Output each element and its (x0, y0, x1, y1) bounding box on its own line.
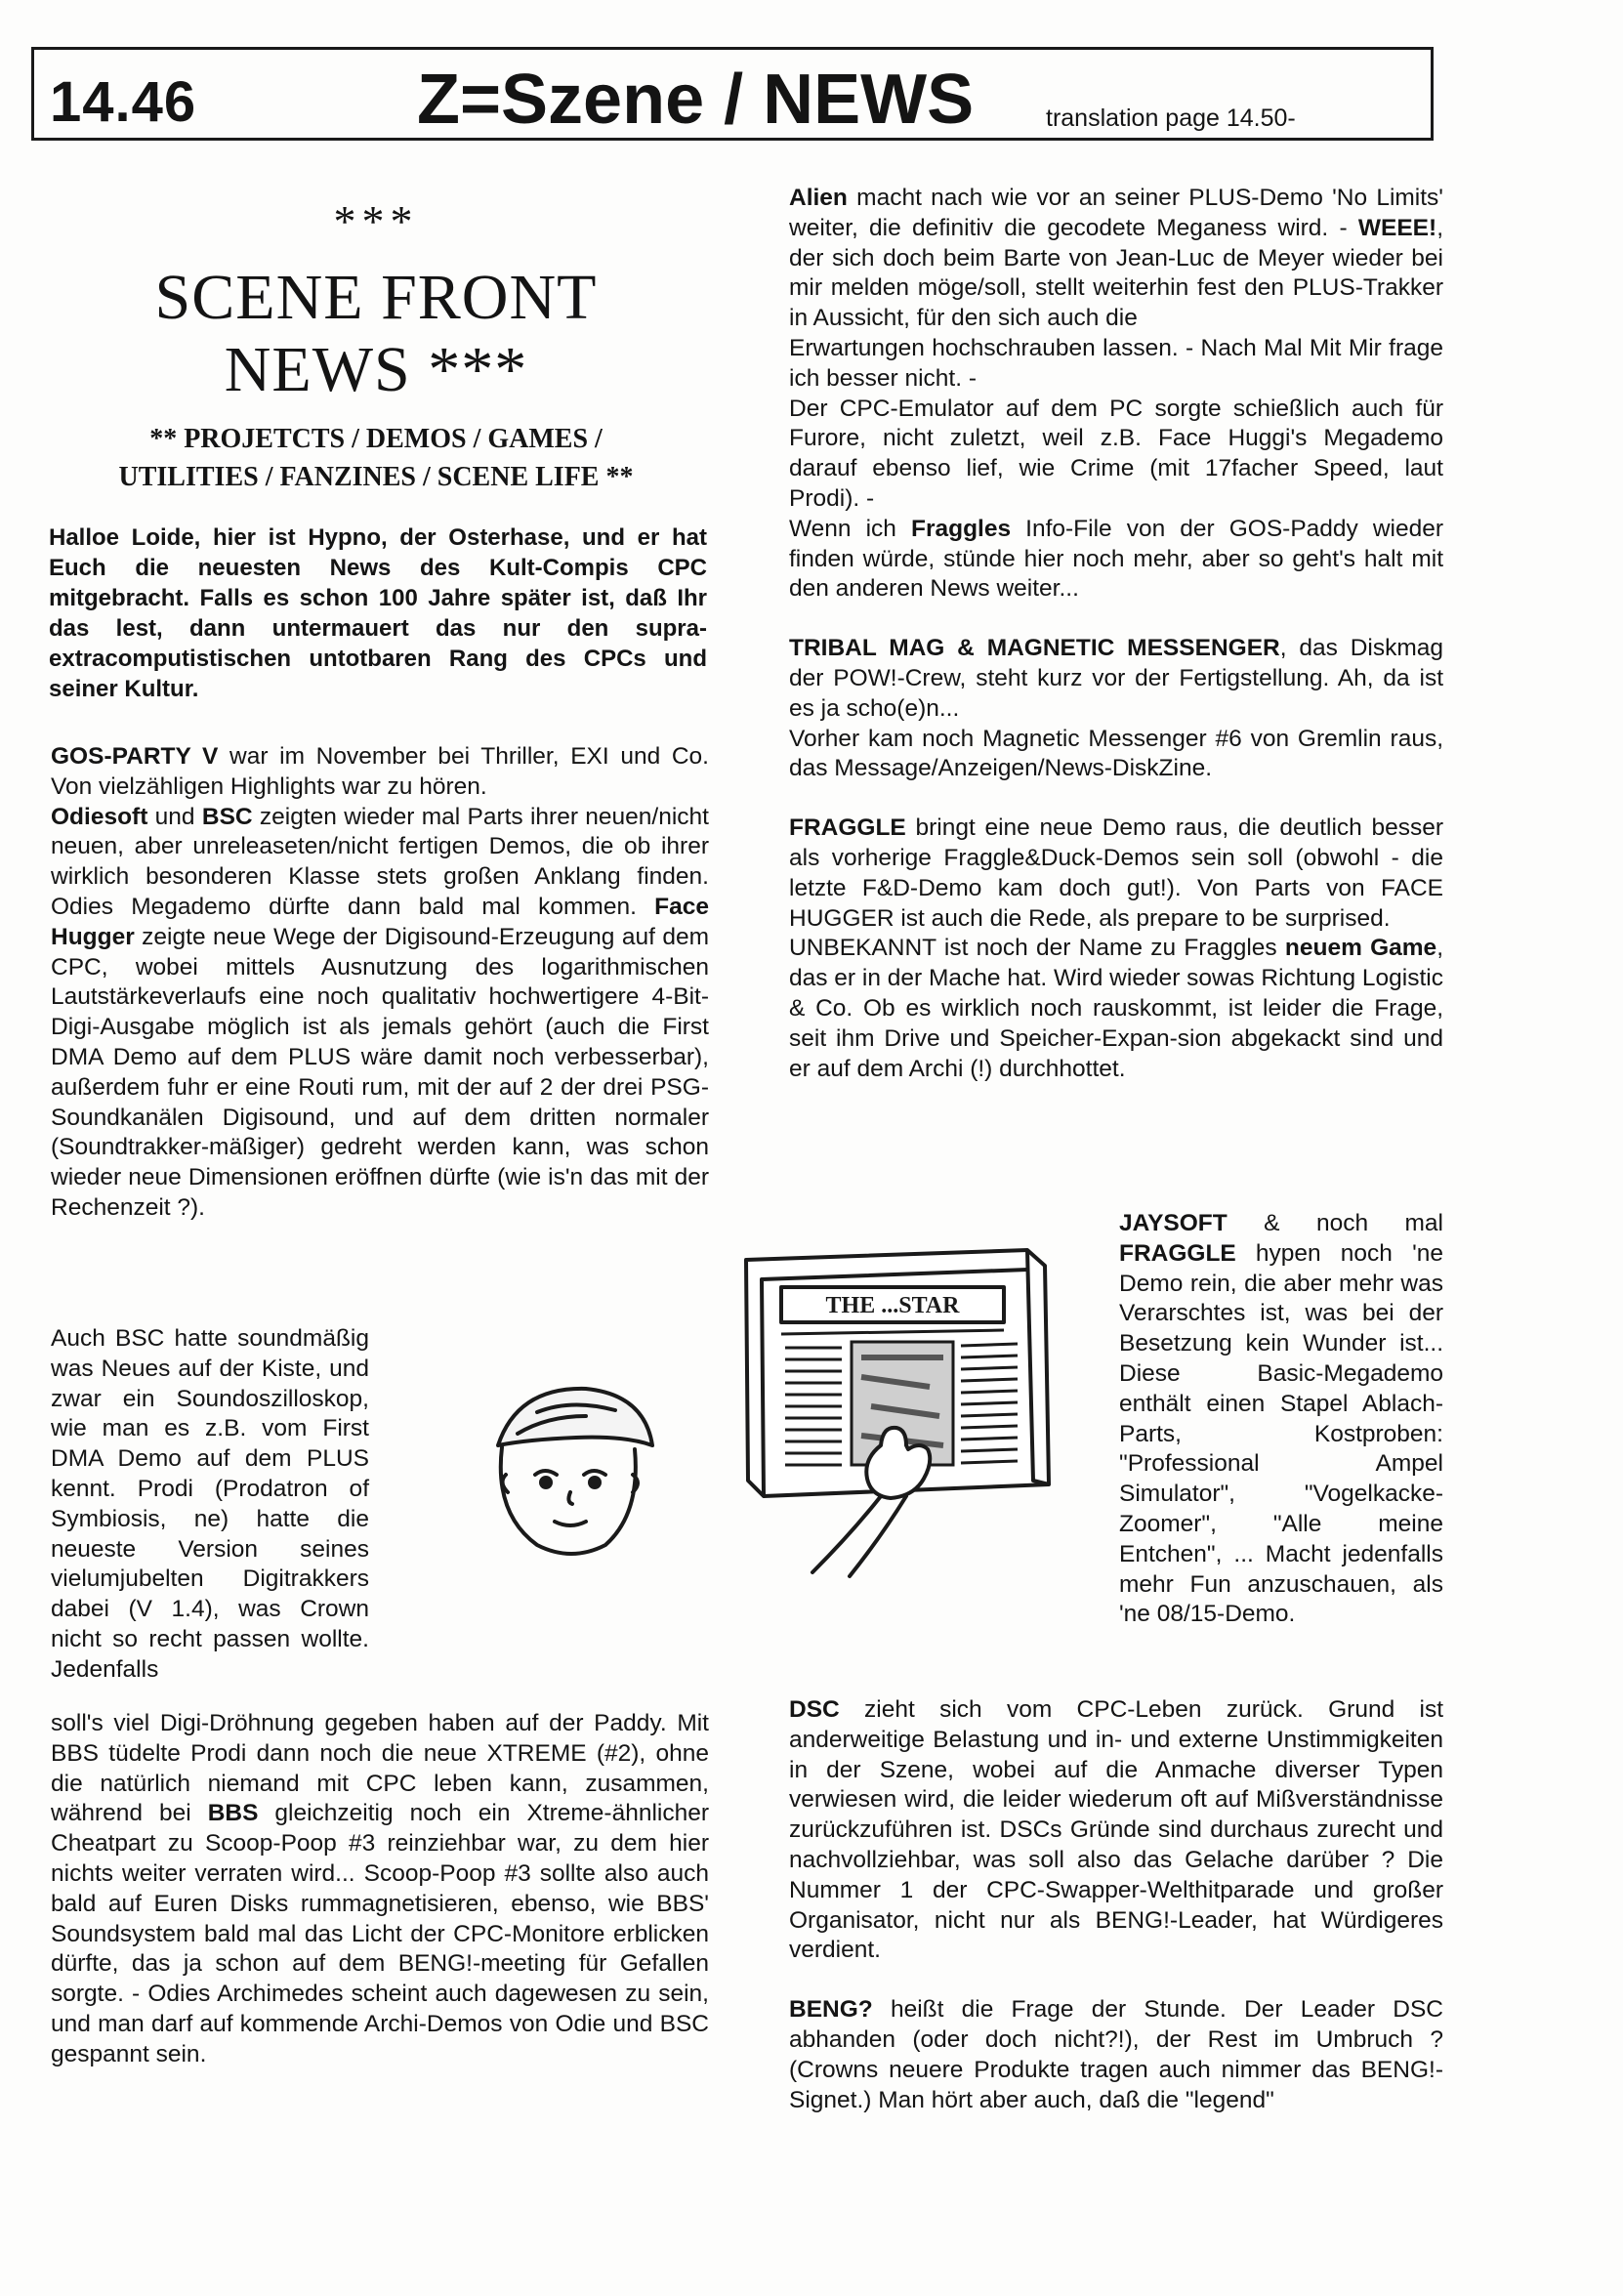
gos-party-lead: GOS-PARTY V (51, 743, 219, 770)
unbekannt-text: UNBEKANNT ist noch der Name zu Fraggles (789, 935, 1285, 962)
bbs-lead: BBS (207, 1800, 259, 1827)
emulator-text: Der CPC-Emulator auf dem PC sorgte schießlich auch für Furore, nicht zuletzt, weil z.B. Face Huggi's Megademo darauf ebenso lief, wie Crime (mit 17facher Speed, laut Prodi). - (789, 395, 1443, 512)
fraggles-pre: Wenn ich (789, 515, 911, 542)
right-column-middle (1119, 1209, 1443, 1659)
neuem-game-lead: neuem Game (1284, 935, 1437, 962)
tribal-text: , das Diskmag der POW!-Crew, steht kurz vor der Fertigstellung. Ah, da ist es ja scho(e)n... (789, 635, 1444, 722)
subheadline (59, 420, 693, 496)
headline (59, 262, 693, 406)
subheadline-line-2: UTILITIES / FANZINES / SCENE LIFE ** (118, 462, 634, 492)
jaysoft-text: hypen noch 'ne Demo rein, die aber mehr was Verarschtes ist, was bei der Besetzung kein Wunder ist... Diese Basic-Megademo enthält einen Stapel Ablach-Parts, Kostproben: "Professional Ampel Simulator", "Vogelkacke-Zoomer", "Alle meine Entchen", ... Macht jedenfalls mehr Fun anzuschauen, als 'ne 08/15-Demo. (1119, 1239, 1443, 1628)
tribal-text-2: Vorher kam noch Magnetic Messenger #6 von Gremlin raus, das Message/Anzeigen/News-DiskZine. (789, 725, 1443, 782)
weee-text-2: Erwartungen hochschrauben lassen. - Nach Mal Mit Mir frage ich besser nicht. - (789, 334, 1443, 392)
fraggles-lead: Fraggles (910, 515, 1012, 542)
intro-paragraph: Halloe Loide, hier ist Hypno, der Osterhase, und er hat Euch die neuesten News des Kult-Compis CPC mitgebracht. Falls es schon 100 Jahre später ist, daß Ihr das lest, dann untermauert das nur den supra-extracomputistischen untotbaren Rang des CPCs und seiner Kultur. (49, 524, 707, 702)
section-title: Z=Szene / NEWS (417, 61, 975, 139)
headline-line-2: NEWS *** (224, 334, 528, 405)
fraggles-text: Info-File von der GOS-Paddy wieder finden würde, stünde hier noch mehr, aber so geht's halt mit den anderen News weiter... (789, 515, 1444, 603)
left-column-narrow: Auch BSC hatte soundmäßig was Neues auf der Kiste, und zwar ein Soundoszilloskop, wie man es z.B. vom First DMA Demo auf dem PLUS kennt. Prodi (Prodatron of Symbiosis, ne) hatte die neueste Version seines vielumjubelten Digitrakkers dabei (V 1.4), was Crown nicht so recht passen wollte. Jedenfalls (51, 1325, 369, 1683)
weee-text: , der sich doch beim Barte von Jean-Luc de Meyer wieder bei mir melden möge/soll, stellt weiterhin fest den PLUS-Trakker in Aussicht, für den sich auch die (789, 214, 1443, 332)
tribal-paragraph (789, 634, 1443, 784)
unbekannt-text-2: , das er in der Mache hat. Wird wieder sowas Richtung Logistic & Co. Ob es wirklich noch rauskommt, ist leider die Frage, seit ihm Drive und Speicher-Expan-sion abgekackt sind und er auf dem Archi (!) durchhottet. (789, 935, 1443, 1082)
bbs-paragraph (51, 1709, 709, 2070)
alien-lead: Alien (789, 185, 848, 211)
jaysoft-paragraph (1119, 1209, 1443, 1630)
beng-lead: BENG? (789, 1996, 873, 2024)
bsc-lead: BSC (201, 803, 253, 830)
odiesoft-mid: und (147, 803, 202, 830)
odiesoft-text: zeigten wieder mal Parts ihrer neuen/nicht neuen, aber unreleaseten/nicht fertigen Demos, die ob ihrer wirklich besonderen Klasse stets großen Anklang finden. Odies Megademo dürfte dann bald mal kommen. (51, 803, 709, 920)
right-column-bottom (789, 1695, 1443, 2145)
newspaper-masthead: THE ...STAR (825, 1293, 960, 1318)
alien-text: macht nach wie vor an seiner PLUS-Demo 'No Limits' weiter, die definitiv die gecodete Meganess wird. - (789, 185, 1443, 241)
newspaper-illustration (734, 1240, 1066, 1584)
beng-paragraph (789, 1995, 1443, 2115)
bottom-text-a: soll's viel Digi-Dröhnung gegeben haben auf der Paddy. Mit BBS tüdelte Prodi dann noch die neue XTREME (#2), ohne die natürlich niemand mit CPC leben kann, zusammen, während bei (51, 1710, 709, 1827)
left-column-bottom (51, 1709, 709, 2100)
fraggle-paragraph (789, 814, 1443, 1084)
face-hugger-lead: Face Hugger (51, 893, 709, 950)
gos-party-text: war im November bei Thriller, EXI und Co. Von vielzähligen Highlights war zu hören. (51, 743, 709, 800)
weee-lead: WEEE! (1357, 214, 1437, 241)
odiesoft-lead: Odiesoft (51, 803, 148, 830)
tribal-lead: TRIBAL MAG & MAGNETIC MESSENGER (789, 635, 1280, 662)
subheadline-line-1: ** PROJETCTS / DEMOS / GAMES / (149, 424, 603, 454)
gos-party-paragraph (51, 742, 709, 1224)
fraggle-text: bringt eine neue Demo raus, die deutlich besser als vorherige Fraggle&Duck-Demos sein soll (obwohl - die letzte F&D-Demo kam doch gut!). Von Parts von FACE HUGGER ist auch die Rede, als prepare to be surprised. (789, 814, 1443, 932)
dsc-text: zieht sich vom CPC-Leben zurück. Grund ist anderweitige Belastung und in- und externe Unstimmigkeiten in der Szene, wobei auf die Anmache diverser Typen verwiesen wird, die leider wiederum oft auf Mißverständnisse zurückzuführen ist. DSCs Gründe sind durchaus zurecht und nachvollziehbar, was soll also das Gelache darüber ? Die Nummer 1 der CPC-Swapper-Welthitparade und großer Organisator, nicht nur als BENG!-Leader, hat Würdigeres verdient. (789, 1696, 1443, 1964)
page-header (31, 47, 1434, 141)
decorative-stars: *** (333, 196, 419, 246)
dsc-paragraph (789, 1695, 1443, 1966)
left-column-main (51, 742, 709, 1253)
fraggle-2-lead: FRAGGLE (1119, 1239, 1236, 1267)
face-illustration (479, 1377, 664, 1572)
jaysoft-mid: & noch mal (1227, 1210, 1443, 1236)
beng-text: heißt die Frage der Stunde. Der Leader DSC abhanden (oder doch nicht?!), der Rest im Umbruch ? (Crowns neuere Produkte tragen auch nimmer das BENG!-Signet.) Man hört aber auch, daß die "legend" (789, 1996, 1443, 2113)
fraggle-lead: FRAGGLE (789, 814, 906, 842)
right-column-top (789, 184, 1443, 1113)
bottom-text-b: gleichzeitig noch ein Xtreme-ähnlicher Cheatpart zu Scoop-Poop #3 reinziehbar war, zu dem hier nichts weiter verraten wird... Scoop-Poop #3 sollte also auch bald auf Euren Disks rummagnetisieren, ebenso, wie BBS' Soundsystem bald mal das Licht der CPC-Monitore erblicken dürfte, das ja schon auf dem BENG!-meeting für Gefallen sorgte. - Odies Archimedes scheint auch dagewesen zu sein, und man darf auf kommende Archi-Demos von Odie und BSC gespannt sein. (51, 1800, 709, 2067)
headline-line-1: SCENE FRONT (154, 262, 598, 333)
jaysoft-lead: JAYSOFT (1119, 1210, 1228, 1236)
page-number: 14.46 (50, 70, 197, 134)
face-hugger-text: zeigte neue Wege der Digisound-Erzeugung auf dem CPC, wobei mittels Ausnutzung des logarithmischen Lautstärkeverlaufs eine noch qualitativ hochwertigere 4-Bit-Digi-Ausgabe möglich ist als jemals gehört (auch die First DMA Demo auf dem PLUS wäre damit noch verbesserbar), außerdem fuhr er eine Routi rum, mit der auf 2 der drei PSG-Soundkanälen Digisound, und auf dem dritten normaler (Soundtrakker-mäßiger) gedreht werden kann, was schon wieder neue Dimensionen eröffnen dürfte (wie is'n das mit der Rechenzeit ?). (51, 923, 709, 1221)
translation-note: translation page 14.50- (1046, 104, 1296, 132)
alien-paragraph (789, 184, 1443, 605)
dsc-lead: DSC (789, 1696, 840, 1723)
